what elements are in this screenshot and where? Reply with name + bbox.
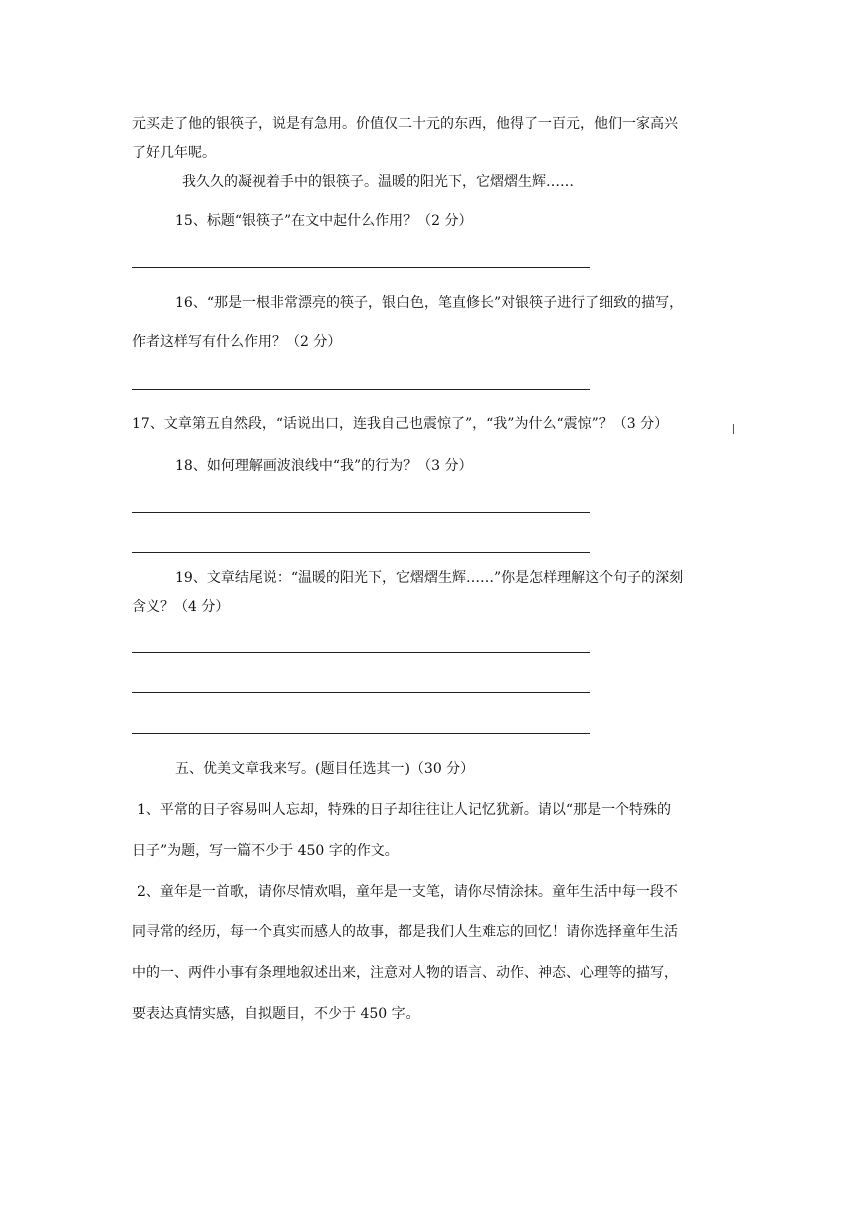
writing-option-2-line-4: 要表达真情实感，自拟题目，不少于 450 字。 <box>132 1006 420 1022</box>
writing-option-1-line-2: 日子”为题，写一篇不少于 450 字的作文。 <box>132 843 399 859</box>
writing-option-2-line-1: 2、童年是一首歌，请你尽情欢唱，童年是一支笔，请你尽情涂抹。童年生活中每一段不 <box>137 884 678 900</box>
story-line-2: 了好几年呢。 <box>132 145 216 161</box>
story-line-1: 元买走了他的银筷子，说是有急用。价值仅二十元的东西，他得了一百元，他们一家高兴 <box>132 116 678 132</box>
story-line-3: 我久久的凝视着手中的银筷子。温暖的阳光下，它熠熠生辉…… <box>182 174 574 190</box>
question-16-line-2: 作者这样写有什么作用？（2 分） <box>132 334 342 350</box>
question-19-line-2: 含义？（4 分） <box>132 599 230 615</box>
answer-line-19-3 <box>132 733 590 734</box>
question-16-line-1: 16、“那是一根非常漂亮的筷子，银白色，笔直修长”对银筷子进行了细致的描写， <box>175 295 684 311</box>
answer-line-19-1 <box>132 652 590 653</box>
answer-line-16 <box>132 389 590 390</box>
answer-line-18-2 <box>132 552 590 553</box>
writing-option-1-line-1: 1、平常的日子容易叫人忘却，特殊的日子却往往让人记忆犹新。请以“那是一个特殊的 <box>137 802 672 818</box>
question-17: 17、文章第五自然段，“话说出口，连我自己也震惊了”，“我”为什么“震惊”？（3 分） <box>132 416 669 432</box>
answer-line-19-2 <box>132 692 590 693</box>
writing-heading: 五、优美文章我来写。(题目任选其一)（30 分） <box>175 761 475 777</box>
writing-option-2-line-3: 中的一、两件小事有条理地叙述出来，注意对人物的语言、动作、神态、心理等的描写， <box>132 965 678 981</box>
answer-line-18-1 <box>132 512 590 513</box>
answer-line-15 <box>132 267 590 268</box>
question-19-line-1: 19、文章结尾说：“温暖的阳光下，它熠熠生辉……”你是怎样理解这个句子的深刻 <box>175 570 684 586</box>
question-15: 15、标题“银筷子”在文中起什么作用？（2 分） <box>175 213 473 229</box>
question-18: 18、如何理解画波浪线中“我”的行为？（3 分） <box>175 458 473 474</box>
text-cursor-mark <box>733 424 734 434</box>
writing-option-2-line-2: 同寻常的经历，每一个真实而感人的故事，都是我们人生难忘的回忆！请你选择童年生活 <box>132 924 678 940</box>
